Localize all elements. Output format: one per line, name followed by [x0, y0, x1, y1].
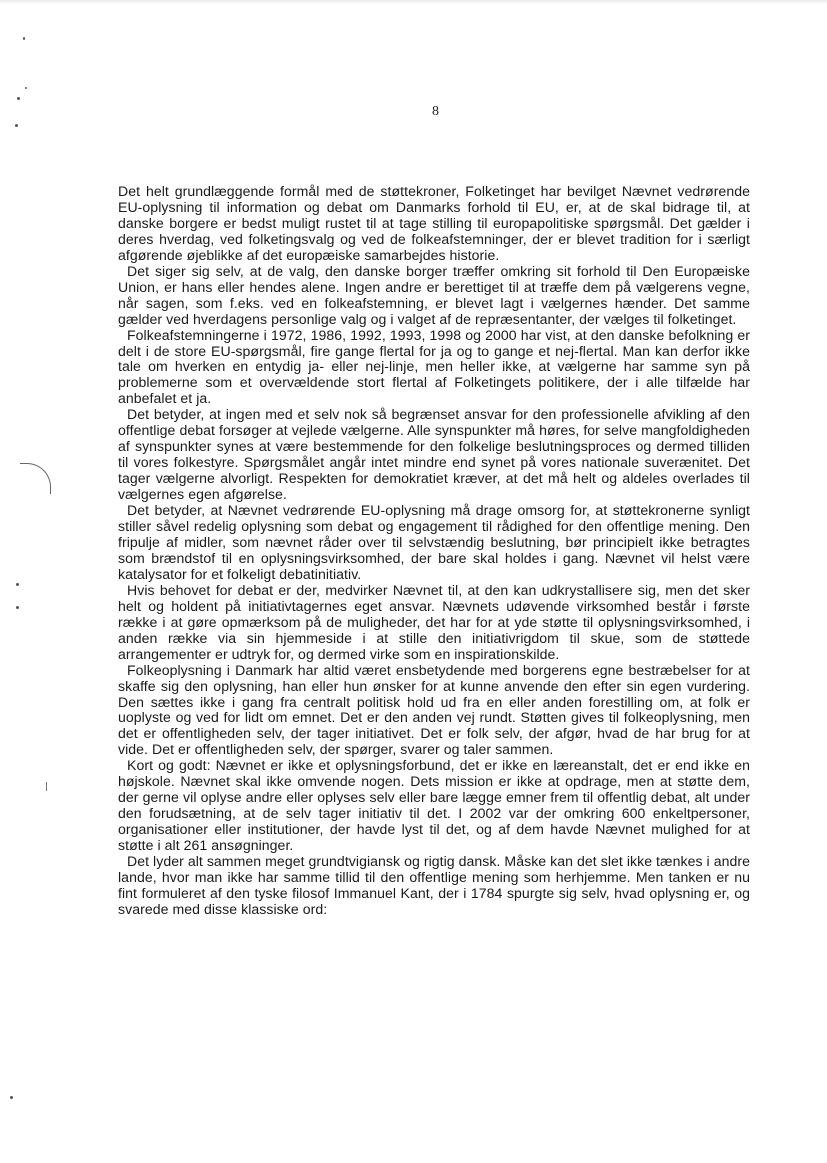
scan-speck — [10, 1096, 13, 1099]
scan-speck — [25, 87, 27, 89]
body-text — [118, 184, 750, 918]
paragraph: Folkeoplysning i Danmark har altid været ensbetydende med borgerens egne bestræbelser for at skaffe sig den oplysning, han eller hun ønsker for at kunne anvende den efter sin egen vurdering. Den sættes ikke i gang fra centralt politisk hold ud fra en eller anden forestilling om, at folk er uoplyste og ved for lidt om emnet. Det er den anden vej rundt. Støtten gives til folkeoplysning, men det er offentligheden selv, der tager initiativet. Det er folk selv, der afgør, hvad de har brug for at vide. Det er offentligheden selv, der spørger, svarer og taler sammen. — [118, 661, 750, 758]
paragraph: Folkeafstemningerne i 1972, 1986, 1992, 1993, 1998 og 2000 har vist, at den danske befolkning er delt i de store EU-spørgsmål, fire gange flertal for ja og to gange et nej-flertal. Man kan derfor ikke tale om hverken en entydig ja- eller nej-linje, men heller ikke, at vælgerne har samme syn på problemerne som et overvældende stort flertal af Folketingets politikere, der i alle tilfælde har anbefalet et ja. — [118, 326, 750, 407]
scan-speck — [15, 124, 18, 127]
paragraph: Det betyder, at Nævnet vedrørende EU-oplysning må drage omsorg for, at støttekronerne synligt stiller såvel redelig oplysning som debat og engagement til rådighed for den offentlige mening. Den fripulje af midler, som nævnet råder over til selvstændig beslutning, bør principielt ikke betragtes som brændstof til en oplysningsvirksomhed, der bare skal holdes i gang. Nævnet vil helst være katalysator for et folkeligt debatinitiativ. — [118, 502, 750, 582]
scan-speck — [16, 583, 19, 586]
paragraph: Kort og godt: Nævnet er ikke et oplysningsforbund, det er ikke en læreanstalt, det er end ikke en højskole. Nævnet skal ikke omvende nogen. Dets mission er ikke at opdrage, men at støtte dem, der gerne vil oplyse andre eller oplyses selv eller bare lægge emner frem til offentlig debat, alt under den forudsætning, at de selv tager initiativ til det. I 2002 var der omkring 600 enkeltpersoner, organisationer eller institutioner, der havde lyst til det, og af dem havde Nævnet mulighed for at støtte i alt 261 ansøgninger. — [118, 757, 750, 854]
scan-line — [46, 782, 47, 791]
scan-edge — [0, 0, 827, 4]
scan-speck — [16, 606, 19, 609]
paragraph: Det siger sig selv, at de valg, den danske borger træffer omkring sit forhold til Den Europæiske Union, er hans eller hendes alene. Ingen andre er berettiget til at træffe dem på vælgerens vegne, når sagen, som f.eks. ved en folkeafstemning, er blevet lagt i vælgernes hænder. Det samme gælder ved hverdagens personlige valg og i valget af de repræsentanter, der vælges til folketinget. — [118, 262, 750, 327]
scan-speck — [17, 97, 20, 100]
paragraph: Det helt grundlæggende formål med de støttekroner, Folketinget har bevilget Nævnet vedrørende EU-oplysning til information og debat om Danmarks forhold til EU, er, at de skal bidrage til, at danske borgere er bedst muligt rustet til at tage stilling til europapolitiske spørgsmål. Det gælder i deres hverdag, ved folketingsvalg og ved de folkeafstemninger, der er blevet tradition for i særligt afgørende øjeblikke af det europæiske samarbejdes historie. — [118, 183, 750, 263]
paragraph: Det betyder, at ingen med et selv nok så begrænset ansvar for den professionelle afvikling af den offentlige debat forsøger at vejlede vælgerne. Alle synspunkter må høres, for selve mangfoldigheden af synspunkter synes at være bestemmende for den folkelige beslutningsproces og dermed tilliden til vores folkestyre. Spørgsmålet angår intet mindre end synet på vores nationale suverænitet. Det tager vælgerne alvorligt. Respekten for demokratiet kræver, at det må helt og aldeles overlades til vælgernes egen afgørelse. — [118, 406, 750, 503]
scan-speck — [23, 37, 25, 40]
paragraph: Hvis behovet for debat er der, medvirker Nævnet til, at den kan udkrystallisere sig, men det sker helt og holdent på initiativtagernes eget ansvar. Nævnets udøvende virksomhed består i første række i at gøre opmærksom på de muligheder, det har for at yde støtte til oplysningsvirksomhed, i anden række via sin hjemmeside i at stille den initiativrigdom til skue, som de støttede arrangementer er udtryk for, og dermed virke som en inspirationskilde. — [118, 581, 750, 662]
page-number: 8 — [432, 104, 439, 119]
paragraph: Det lyder alt sammen meget grundtvigiansk og rigtig dansk. Måske kan det slet ikke tænkes i andre lande, hvor man ikke har samme tillid til den offentlige mening som herhjemme. Men tanken er nu fint formuleret af den tyske filosof Immanuel Kant, der i 1784 spurgte sig selv, hvad oplysning er, og svarede med disse klassiske ord: — [118, 853, 750, 917]
scan-curve-mark — [20, 463, 51, 494]
